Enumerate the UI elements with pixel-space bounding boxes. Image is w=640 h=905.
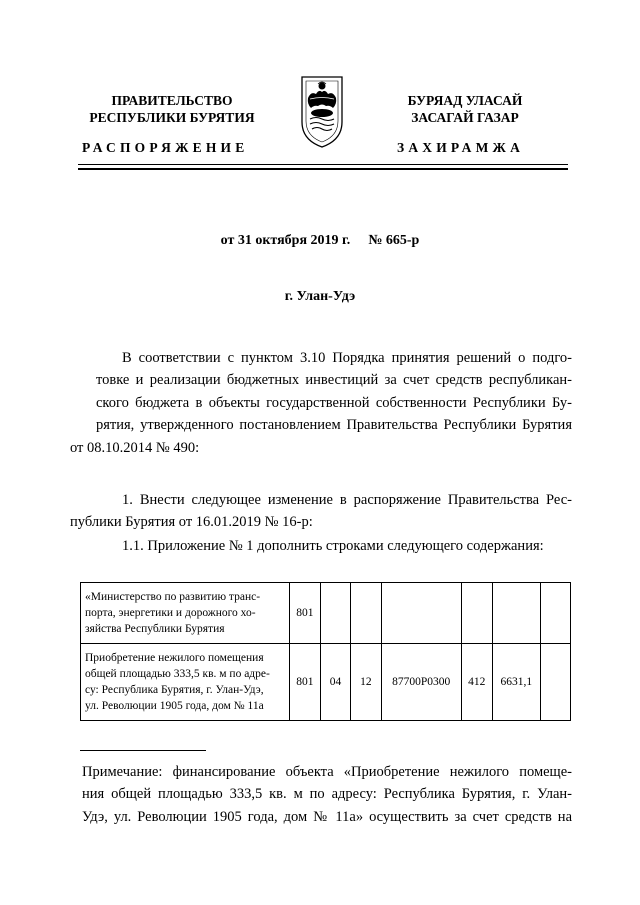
table-cell	[541, 583, 571, 644]
appendix-table	[80, 582, 571, 721]
header-rule-thick	[78, 168, 568, 170]
table-cell	[351, 583, 381, 644]
cell-line: су: Республика Бурятия, г. Улан-Удэ,	[85, 684, 264, 696]
table-cell-name	[81, 644, 290, 721]
coat-of-arms-icon	[297, 72, 347, 150]
table-cell: 412	[461, 644, 492, 721]
cell-line: Приобретение нежилого помещения	[85, 652, 264, 664]
table-cell: 6631,1	[492, 644, 541, 721]
table-cell: 04	[320, 644, 350, 721]
item-1-paragraph	[70, 489, 572, 534]
table-cell: 12	[351, 644, 381, 721]
government-name-buryat-line-2: ЗАСАГАЙ ГАЗАР	[411, 110, 519, 125]
cell-line: ул. Революции 1905 года, дом № 11а	[85, 700, 264, 712]
text-line: 1.1. Приложение № 1 дополнить строками следующего содержания:	[122, 538, 544, 554]
cell-line: общей площадью 333,5 кв. м по адре-	[85, 668, 270, 680]
document-city: г. Улан-Удэ	[284, 289, 356, 304]
government-name-russian	[57, 92, 287, 126]
table-cell: 801	[290, 644, 321, 721]
text-line: товке и реализации бюджетных инвестиций за счет средств республикан-	[96, 372, 572, 389]
item-1-1-paragraph	[96, 535, 572, 557]
text-line: ния общей площадью 333,5 кв. м по адресу: Республика Бурятия, г. Улан-	[82, 786, 572, 803]
text-line: Удэ, ул. Революции 1905 года, дом № 11а» осуществить за счет средств на	[82, 808, 572, 825]
table-cell: 801	[290, 583, 321, 644]
document-type-buryat: ЗАХИРАМЖА	[397, 140, 525, 155]
table-row	[81, 644, 571, 721]
text-line: рятия, утвержденного постановлением Правительства Республики Бурятия	[96, 417, 572, 434]
table-cell	[381, 583, 461, 644]
text-line: В соответствии с пунктом 3.10 Порядка принятия решений о подго-	[122, 350, 572, 366]
note-paragraph	[82, 761, 572, 828]
cell-line: зяйства Республики Бурятия	[85, 623, 225, 635]
table-cell: 87700Р0300	[381, 644, 461, 721]
document-type-russian: РАСПОРЯЖЕНИЕ	[82, 140, 249, 155]
cell-line: порта, энергетики и дорожного хо-	[85, 607, 256, 619]
text-line: 1. Внести следующее изменение в распоряжение Правительства Рес-	[122, 492, 572, 508]
document-date-line	[0, 233, 640, 249]
table-cell	[492, 583, 541, 644]
government-name-buryat-line-1: БУРЯАД УЛАСАЙ	[407, 93, 523, 108]
government-name-buryat	[350, 92, 580, 126]
government-name-line-2: РЕСПУБЛИКИ БУРЯТИЯ	[89, 110, 255, 125]
document-number: № 665-р	[368, 233, 420, 248]
table-row	[81, 583, 571, 644]
text-line: ского бюджета в объекты государственной собственности Республики Бу-	[96, 394, 572, 411]
table-cell	[320, 583, 350, 644]
cell-line: «Министерство по развитию транс-	[85, 591, 261, 603]
table-cell-name	[81, 583, 290, 644]
header-rule-thin	[78, 164, 568, 165]
table-cell	[541, 644, 571, 721]
document-date: от 31 октября 2019 г.	[220, 233, 351, 248]
table-cell	[461, 583, 492, 644]
preamble-paragraph	[70, 347, 572, 459]
footnote-separator	[80, 750, 206, 751]
text-line: от 08.10.2014 № 490:	[70, 439, 200, 456]
government-name-line-1: ПРАВИТЕЛЬСТВО	[111, 93, 233, 108]
text-line: Примечание: финансирование объекта «Приобретение нежилого помеще-	[82, 764, 572, 780]
text-line: публики Бурятия от 16.01.2019 № 16-р:	[70, 514, 313, 531]
